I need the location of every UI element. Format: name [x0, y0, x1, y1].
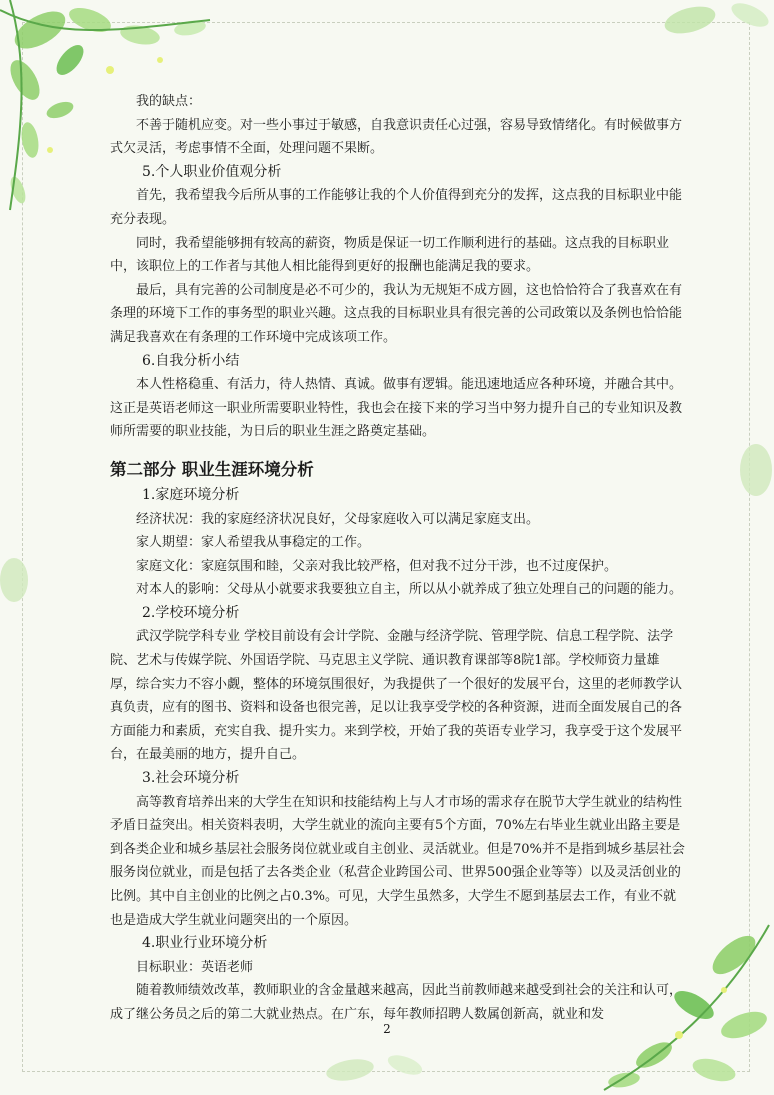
leaf-decoration-top-right — [560, 0, 774, 60]
target-job: 目标职业：英语老师 — [136, 959, 254, 975]
school-text: 武汉学院学科专业 学校目前设有会计学院、金融与经济学院、管理学院、信息工程学院、法学院、艺术与传媒学院、外国语学院、马克思主义学院、通识教育课部等8院1部。学校师资力量雄厚，综合实力不容小觑，整体的环境氛围很好，为我提供了一个很好的发展平台，这里的老师教学认真负责，应有的图书、资料和设备也很完善，足以让我享受学校的各种资源，进而全面发展自己的各方面能力和素质，充实自我、提升实力。来到学校，开始了我的英语专业学习，我享受于这个发展平台，在最美丽的地方，提升自己。 — [110, 629, 683, 763]
summary-heading: 6.自我分析小结 — [142, 352, 240, 369]
weakness-text: 不善于随机应变。对一些小事过于敏感，自我意识责任心过强，容易导致情绪化。有时候做事方式欠灵活，考虑事情不全面，处理问题不果断。 — [110, 117, 683, 157]
section-title: 第二部分 职业生涯环境分析 — [110, 459, 314, 479]
family-expectation: 家人期望：家人希望我从事稳定的工作。 — [136, 535, 371, 551]
page-number: 2 — [383, 1022, 391, 1036]
values-heading: 5.个人职业价值观分析 — [142, 163, 282, 180]
weakness-label: 我的缺点： — [136, 94, 202, 109]
family-culture: 家庭文化：家庭氛围和睦，父亲对我比较严格，但对我不过分干涉，也不过度保护。 — [136, 558, 618, 574]
family-heading: 1.家庭环境分析 — [142, 486, 240, 503]
values-paragraph-3: 最后，具有完善的公司制度是必不可少的，我认为无规矩不成方圆，这也恰恰符合了我喜欢在有条理的环境下工作的事务型的职业兴趣。这点我的目标职业具有很完善的公司政策以及条例也恰恰能满足我喜欢在有条理的工作环境中完成该项工作。 — [110, 282, 683, 345]
leaf-decoration-left — [0, 550, 40, 610]
values-paragraph-1: 首先，我希望我今后所从事的工作能够让我的个人价值得到充分的发挥，这点我的目标职业中能充分表现。 — [110, 188, 683, 227]
summary-text: 本人性格稳重、有活力，待人热情、真诚。做事有逻辑。能迅速地适应各种环境，并融合其中。这正是英语老师这一职业所需要职业特性，我也会在接下来的学习当中努力提升自己的专业知识及教师所需要的职业技能，为日后的职业生涯之路奠定基础。 — [110, 377, 683, 440]
society-heading: 3.社会环境分析 — [142, 770, 240, 787]
industry-text: 随着教师绩效改革，教师职业的含金量越来越高，因此当前教师越来越受到社会的关注和认可，成了继公务员之后的第二大就业热点。在广东，每年教师招聘人数属创新高，就业和发 — [110, 983, 683, 1022]
industry-heading: 4.职业行业环境分析 — [142, 935, 268, 952]
document-body — [110, 90, 685, 1027]
school-heading: 2.学校环境分析 — [142, 604, 240, 621]
leaf-decoration-bottom-left — [300, 1040, 450, 1095]
family-influence: 对本人的影响：父母从小就要求我要独立自主，所以从小就养成了独立处理自己的问题的能力。 — [136, 582, 683, 598]
leaf-decoration-right — [730, 440, 774, 520]
society-text: 高等教育培养出来的大学生在知识和技能结构上与人才市场的需求存在脱节大学生就业的结构性矛盾日益突出。相关资料表明，大学生就业的流向主要有5个方面，70%左右毕业生就业出路主要是到各类企业和城乡基层社会服务岗位就业或自主创业、灵活就业。但是70%并不是指到城乡基层社会服务岗位就业，而是包括了去各类企业（私营企业跨国公司、世界500强企业等等）以及灵活创业的比例。其中自主创业的比例之占0.3%。可见，大学生虽然多，大学生不愿到基层去工作，有业不就也是造成大学生就业问题突出的一个原因。 — [110, 794, 685, 928]
values-paragraph-2: 同时，我希望能够拥有较高的薪资，物质是保证一切工作顺利进行的基础。这点我的目标职业中，该职位上的工作者与其他人相比能得到更好的报酬也能满足我的要求。 — [110, 235, 670, 275]
family-economy: 经济状况：我的家庭经济状况良好，父母家庭收入可以满足家庭支出。 — [136, 511, 540, 527]
